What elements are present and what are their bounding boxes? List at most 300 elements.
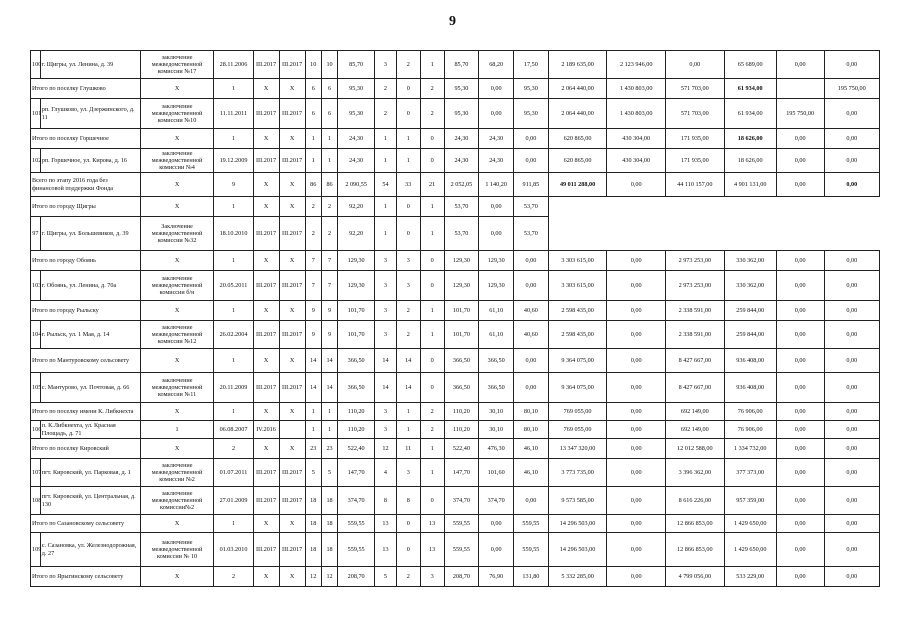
table-cell bbox=[776, 79, 824, 99]
table-cell: 208,70 bbox=[444, 567, 479, 587]
table-cell: 18.10.2010 bbox=[214, 217, 253, 251]
table-cell: 13 bbox=[375, 515, 397, 533]
table-cell: 2 bbox=[420, 403, 444, 421]
table-cell: 2 598 435,00 bbox=[548, 301, 607, 321]
table-cell: 9 bbox=[321, 321, 337, 349]
table-cell: Заключение межведомственной комиссии №32 bbox=[140, 217, 214, 251]
table-cell: 171 935,00 bbox=[666, 129, 725, 149]
table-cell: 129,30 bbox=[444, 251, 479, 271]
table-cell: III.2017 bbox=[279, 459, 305, 487]
table-cell: 10 bbox=[305, 51, 321, 79]
table-cell: 1 bbox=[214, 79, 253, 99]
table-cell: 76 906,00 bbox=[724, 403, 776, 421]
table-cell: 102 bbox=[31, 149, 41, 173]
table-cell: Итого по поселку имени К. Либкнехта bbox=[31, 403, 141, 421]
table-cell: 30,10 bbox=[479, 421, 514, 439]
table-cell: Х bbox=[279, 173, 305, 197]
table-cell: 0,00 bbox=[514, 251, 549, 271]
table-cell: 129,30 bbox=[338, 251, 375, 271]
table-cell: III.2017 bbox=[253, 373, 279, 403]
table-cell: 0,00 bbox=[776, 271, 824, 301]
table-cell: 366,50 bbox=[338, 349, 375, 373]
table-cell: 2 189 635,00 bbox=[548, 51, 607, 79]
table-cell: 0,00 bbox=[607, 349, 666, 373]
table-cell: 2 bbox=[396, 301, 420, 321]
table-cell: 1 bbox=[214, 403, 253, 421]
table-cell: 0,00 bbox=[824, 373, 880, 403]
table-cell: 0,00 bbox=[607, 459, 666, 487]
table-cell: 3 303 615,00 bbox=[548, 271, 607, 301]
table-cell: 1 429 650,00 bbox=[724, 515, 776, 533]
table-cell: 259 844,00 bbox=[724, 321, 776, 349]
table-cell: 13 bbox=[420, 515, 444, 533]
table-cell: заключение межведомственной комиссии №2 bbox=[140, 459, 214, 487]
table-cell: 2 123 946,00 bbox=[607, 51, 666, 79]
table-cell: 0,00 bbox=[824, 567, 880, 587]
table-cell: 0,00 bbox=[776, 301, 824, 321]
table-cell: рп. Глушково, ул. Дзержинского, д. 11 bbox=[40, 99, 140, 129]
table-cell: Итого по поселку Кировский bbox=[31, 439, 141, 459]
resettlement-register-table bbox=[30, 50, 880, 587]
table-cell: 0 bbox=[396, 515, 420, 533]
table-cell: 208,70 bbox=[338, 567, 375, 587]
table-cell: п. К.Либкнехта, ул. Красная Площадь, д. 71 bbox=[40, 421, 140, 439]
table-cell: 3 bbox=[375, 403, 397, 421]
table-cell: 24,30 bbox=[479, 149, 514, 173]
table-cell: 2 973 253,00 bbox=[666, 251, 725, 271]
table-cell: 14 bbox=[305, 373, 321, 403]
table-cell: 430 304,00 bbox=[607, 129, 666, 149]
table-cell: 2 bbox=[321, 197, 337, 217]
table-cell: 0,00 bbox=[607, 321, 666, 349]
table-cell: 571 703,00 bbox=[666, 79, 725, 99]
table-cell: III.2017 bbox=[253, 217, 279, 251]
table-cell: 5 332 285,00 bbox=[548, 567, 607, 587]
table-cell: 0,00 bbox=[776, 515, 824, 533]
table-cell: 330 362,00 bbox=[724, 251, 776, 271]
table-cell: 0,00 bbox=[776, 533, 824, 567]
table-cell: 620 865,00 bbox=[548, 149, 607, 173]
table-cell: 2 bbox=[375, 79, 397, 99]
table-cell: 0,00 bbox=[824, 439, 880, 459]
table-cell: заключение межведомственной комиссии №11 bbox=[140, 373, 214, 403]
table-cell: 0,00 bbox=[776, 321, 824, 349]
table-cell: 0,00 bbox=[776, 439, 824, 459]
table-cell: Х bbox=[140, 515, 214, 533]
table-cell: 0,00 bbox=[607, 251, 666, 271]
table-cell: Х bbox=[253, 79, 279, 99]
table-cell: 76 906,00 bbox=[724, 421, 776, 439]
table-cell: 0,00 bbox=[824, 515, 880, 533]
table-cell: 12 bbox=[305, 567, 321, 587]
table-cell: 4 799 056,00 bbox=[666, 567, 725, 587]
table-cell: 44 110 157,00 bbox=[666, 173, 725, 197]
table-cell: Х bbox=[140, 251, 214, 271]
table-cell: 54 bbox=[375, 173, 397, 197]
table-cell: 2 338 591,00 bbox=[666, 301, 725, 321]
table-cell: 86 bbox=[305, 173, 321, 197]
table-cell: 692 149,00 bbox=[666, 403, 725, 421]
table-cell: 5 bbox=[321, 459, 337, 487]
table-cell: 366,50 bbox=[444, 373, 479, 403]
table-cell: 1 bbox=[214, 251, 253, 271]
table-cell: 2 090,55 bbox=[338, 173, 375, 197]
table-cell: Х bbox=[140, 439, 214, 459]
table-cell: 911,85 bbox=[514, 173, 549, 197]
table-cell: 0,00 bbox=[824, 149, 880, 173]
table-cell: 1 bbox=[321, 149, 337, 173]
table-cell: 27.01.2009 bbox=[214, 487, 253, 515]
table-cell: 101,70 bbox=[338, 301, 375, 321]
table-cell: 0,00 bbox=[607, 373, 666, 403]
table-cell: 2 bbox=[396, 321, 420, 349]
table-row bbox=[31, 197, 880, 217]
table-cell: 1 bbox=[305, 129, 321, 149]
table-cell: 1 bbox=[396, 149, 420, 173]
table-cell: 18 bbox=[321, 533, 337, 567]
table-cell: 2 052,05 bbox=[444, 173, 479, 197]
table-cell: 14 bbox=[375, 349, 397, 373]
table-cell: Х bbox=[279, 515, 305, 533]
table-cell: III.2017 bbox=[253, 271, 279, 301]
table-cell: 0,00 bbox=[514, 487, 549, 515]
table-cell: Итого по поселку Глушково bbox=[31, 79, 141, 99]
table-cell: 769 055,00 bbox=[548, 421, 607, 439]
table-cell: 0 bbox=[420, 129, 444, 149]
table-cell: 13 bbox=[420, 533, 444, 567]
table-cell: 0,00 bbox=[776, 173, 824, 197]
table-cell: 0 bbox=[420, 373, 444, 403]
table-cell: 28.11.2006 bbox=[214, 51, 253, 79]
table-cell: 2 bbox=[305, 217, 321, 251]
table-cell: 0,00 bbox=[776, 487, 824, 515]
table-cell: 129,30 bbox=[479, 251, 514, 271]
table-cell: 129,30 bbox=[444, 271, 479, 301]
table-cell: 377 373,00 bbox=[724, 459, 776, 487]
table-cell: 3 bbox=[420, 567, 444, 587]
table-cell: 1 430 803,00 bbox=[607, 79, 666, 99]
table-cell: 12 bbox=[375, 439, 397, 459]
table-cell: 104 bbox=[31, 321, 41, 349]
table-row bbox=[31, 533, 880, 567]
table-cell: Итого по Сазановскому сельсовету bbox=[31, 515, 141, 533]
table-cell: 95,30 bbox=[514, 99, 549, 129]
table-row bbox=[31, 271, 880, 301]
table-cell: 11.11.2011 bbox=[214, 99, 253, 129]
table-cell: 1 bbox=[214, 515, 253, 533]
table-row bbox=[31, 301, 880, 321]
table-row bbox=[31, 439, 880, 459]
table-cell: III.2017 bbox=[279, 51, 305, 79]
table-cell: Х bbox=[279, 129, 305, 149]
table-cell: 110,20 bbox=[338, 403, 375, 421]
table-cell: 23 bbox=[305, 439, 321, 459]
table-cell: 620 865,00 bbox=[548, 129, 607, 149]
table-cell: 0,00 bbox=[479, 79, 514, 99]
table-row bbox=[31, 173, 880, 197]
table-cell: 0,00 bbox=[776, 349, 824, 373]
table-cell: 330 362,00 bbox=[724, 271, 776, 301]
table-cell: 3 bbox=[375, 51, 397, 79]
table-cell: 0,00 bbox=[607, 421, 666, 439]
table-cell: 6 bbox=[305, 99, 321, 129]
table-cell: 2 bbox=[305, 197, 321, 217]
table-cell: 0,00 bbox=[824, 421, 880, 439]
table-cell: 1 bbox=[375, 129, 397, 149]
table-cell: 0,00 bbox=[824, 99, 880, 129]
table-cell: 522,40 bbox=[338, 439, 375, 459]
table-cell: 1 bbox=[214, 129, 253, 149]
table-cell: 129,30 bbox=[479, 271, 514, 301]
table-cell: Х bbox=[140, 173, 214, 197]
table-cell: 3 bbox=[375, 321, 397, 349]
table-cell: 9 bbox=[305, 321, 321, 349]
table-cell: 14 296 503,00 bbox=[548, 515, 607, 533]
table-cell: 0,00 bbox=[479, 217, 514, 251]
table-cell: 0,00 bbox=[776, 403, 824, 421]
table-cell: 6 bbox=[321, 79, 337, 99]
table-cell: с. Сазановка, ул. Железнодорожная, д. 27 bbox=[40, 533, 140, 567]
table-cell: 13 bbox=[375, 533, 397, 567]
table-cell: III.2017 bbox=[279, 217, 305, 251]
table-cell: 0,00 bbox=[607, 515, 666, 533]
table-cell: 0,00 bbox=[479, 533, 514, 567]
table-cell: 559,55 bbox=[514, 533, 549, 567]
table-cell: заключение межведомственной комиссии №4 bbox=[140, 149, 214, 173]
table-cell: заключение межведомственной комиссии б/н bbox=[140, 271, 214, 301]
table-cell: 53,70 bbox=[514, 197, 549, 217]
table-cell: Х bbox=[253, 173, 279, 197]
table-cell: 61 934,00 bbox=[724, 79, 776, 99]
table-cell: 4 bbox=[375, 459, 397, 487]
table-cell: Х bbox=[279, 403, 305, 421]
table-cell: 61 934,00 bbox=[724, 99, 776, 129]
table-cell: 1 bbox=[214, 349, 253, 373]
table-cell: 101,70 bbox=[444, 321, 479, 349]
table-cell: 0,00 bbox=[824, 129, 880, 149]
table-cell: 85,70 bbox=[444, 51, 479, 79]
table-cell: 0 bbox=[396, 99, 420, 129]
table-cell: 0,00 bbox=[824, 321, 880, 349]
table-cell: Х bbox=[253, 349, 279, 373]
table-cell: 559,55 bbox=[514, 515, 549, 533]
table-cell: 0 bbox=[396, 79, 420, 99]
table-cell: 2 973 253,00 bbox=[666, 271, 725, 301]
table-cell: Х bbox=[140, 349, 214, 373]
table-cell: 522,40 bbox=[444, 439, 479, 459]
table-cell: 559,55 bbox=[338, 533, 375, 567]
table-cell: 0 bbox=[420, 487, 444, 515]
table-cell: 49 011 288,00 bbox=[548, 173, 607, 197]
table-cell: 0,00 bbox=[776, 459, 824, 487]
table-cell: Х bbox=[279, 439, 305, 459]
table-row bbox=[31, 421, 880, 439]
table-cell: Х bbox=[253, 129, 279, 149]
table-cell: 7 bbox=[305, 251, 321, 271]
table-cell: III.2017 bbox=[253, 533, 279, 567]
table-cell: 5 bbox=[305, 459, 321, 487]
table-cell: 7 bbox=[321, 251, 337, 271]
table-cell: 18 bbox=[305, 515, 321, 533]
table-cell bbox=[279, 421, 305, 439]
table-cell: 85,70 bbox=[338, 51, 375, 79]
table-cell: 936 408,00 bbox=[724, 373, 776, 403]
table-cell: 9 573 585,00 bbox=[548, 487, 607, 515]
table-cell: 9 364 075,00 bbox=[548, 349, 607, 373]
table-cell: 40,60 bbox=[514, 321, 549, 349]
table-cell: 2 bbox=[420, 421, 444, 439]
table-cell: 430 304,00 bbox=[607, 149, 666, 173]
table-cell: 0 bbox=[396, 533, 420, 567]
table-cell: III.2017 bbox=[279, 99, 305, 129]
table-cell: 366,50 bbox=[479, 373, 514, 403]
table-cell: Х bbox=[253, 403, 279, 421]
table-cell: заключение межведомственной комиссии №10 bbox=[140, 99, 214, 129]
table-cell: заключение межведомственной комиссии № 10 bbox=[140, 533, 214, 567]
table-cell: 195 750,00 bbox=[776, 99, 824, 129]
table-cell: 0,00 bbox=[824, 349, 880, 373]
table-cell: 0 bbox=[420, 251, 444, 271]
table-cell: 24,30 bbox=[444, 149, 479, 173]
table-cell: 53,70 bbox=[444, 197, 479, 217]
table-cell: 2 bbox=[396, 567, 420, 587]
table-cell: 1 bbox=[420, 217, 444, 251]
table-cell: 559,55 bbox=[444, 533, 479, 567]
table-cell: 2 064 440,00 bbox=[548, 79, 607, 99]
table-cell: III.2017 bbox=[279, 271, 305, 301]
table-cell: 571 703,00 bbox=[666, 99, 725, 129]
table-cell: 101 bbox=[31, 99, 41, 129]
table-cell: 7 bbox=[321, 271, 337, 301]
table-cell: 18 bbox=[321, 487, 337, 515]
table-cell: 0,00 bbox=[479, 197, 514, 217]
table-cell: 20.05.2011 bbox=[214, 271, 253, 301]
table-cell: 0,00 bbox=[824, 487, 880, 515]
table-cell: 0,00 bbox=[607, 533, 666, 567]
table-cell: 24,30 bbox=[444, 129, 479, 149]
table-cell: 53,70 bbox=[514, 217, 549, 251]
table-cell: 3 bbox=[396, 251, 420, 271]
table-cell: Всего по этапу 2016 года без финансовой поддержки Фонда bbox=[31, 173, 141, 197]
table-cell: 366,50 bbox=[479, 349, 514, 373]
table-cell: 1 430 803,00 bbox=[607, 99, 666, 129]
table-cell: 108 bbox=[31, 487, 41, 515]
table-cell: 8 427 667,00 bbox=[666, 349, 725, 373]
table-cell: 107 bbox=[31, 459, 41, 487]
table-cell: 61,10 bbox=[479, 321, 514, 349]
table-cell: 3 bbox=[396, 271, 420, 301]
table-cell: III.2017 bbox=[279, 487, 305, 515]
table-cell: 101,70 bbox=[444, 301, 479, 321]
table-cell: 1 bbox=[305, 403, 321, 421]
table-cell: 14 bbox=[305, 349, 321, 373]
table-cell: 18 bbox=[305, 533, 321, 567]
table-cell: 0,00 bbox=[824, 271, 880, 301]
table-cell: 8 bbox=[375, 487, 397, 515]
table-cell: 0,00 bbox=[776, 129, 824, 149]
table-cell: 1 bbox=[420, 439, 444, 459]
table-cell: 8 427 667,00 bbox=[666, 373, 725, 403]
table-cell: Х bbox=[140, 403, 214, 421]
table-cell: 2 bbox=[420, 79, 444, 99]
table-cell: III.2017 bbox=[279, 533, 305, 567]
table-cell: 9 bbox=[305, 301, 321, 321]
table-cell: 0,00 bbox=[776, 567, 824, 587]
table-cell: 80,10 bbox=[514, 403, 549, 421]
table-cell: 46,10 bbox=[514, 439, 549, 459]
table-cell: 0 bbox=[396, 217, 420, 251]
table-cell: 18 bbox=[305, 487, 321, 515]
table-row bbox=[31, 321, 880, 349]
table-cell: Итого по Мантуровскому сельсовету bbox=[31, 349, 141, 373]
table-cell: заключение межведомственной комиссии №17 bbox=[140, 51, 214, 79]
table-cell: 14 bbox=[321, 349, 337, 373]
table-cell: 129,30 bbox=[338, 271, 375, 301]
table-cell: IV.2016 bbox=[253, 421, 279, 439]
table-cell: 3 bbox=[375, 271, 397, 301]
table-cell: пгт. Кировский, ул. Центральная, д. 130 bbox=[40, 487, 140, 515]
table-row bbox=[31, 403, 880, 421]
table-cell: 68,20 bbox=[479, 51, 514, 79]
table-cell: 95,30 bbox=[338, 79, 375, 99]
table-cell: 0,00 bbox=[607, 567, 666, 587]
table-cell: 692 149,00 bbox=[666, 421, 725, 439]
table-cell: 1 140,20 bbox=[479, 173, 514, 197]
table-cell: с. Мантурово, ул. Почтовая, д. 66 bbox=[40, 373, 140, 403]
table-cell: 0,00 bbox=[607, 439, 666, 459]
table-cell: 12 012 588,00 bbox=[666, 439, 725, 459]
table-cell: 92,20 bbox=[338, 217, 375, 251]
table-cell: 2 598 435,00 bbox=[548, 321, 607, 349]
table-cell: заключение межведомственной комиссии №12 bbox=[140, 321, 214, 349]
table-cell: Х bbox=[253, 439, 279, 459]
table-cell: 1 bbox=[321, 129, 337, 149]
table-cell: 1 bbox=[420, 301, 444, 321]
table-cell: 2 bbox=[214, 439, 253, 459]
table-row bbox=[31, 515, 880, 533]
table-cell: 1 bbox=[396, 421, 420, 439]
table-cell: Итого по Ярыгинскому сельсовету bbox=[31, 567, 141, 587]
table-cell: 769 055,00 bbox=[548, 403, 607, 421]
table-cell: рп. Горшечное, ул. Кирова, д. 16 bbox=[40, 149, 140, 173]
table-cell: 3 773 735,00 bbox=[548, 459, 607, 487]
table-cell: 11 bbox=[396, 439, 420, 459]
table-cell: 0,00 bbox=[514, 271, 549, 301]
table-cell: 0,00 bbox=[824, 301, 880, 321]
table-cell: 21 bbox=[420, 173, 444, 197]
table-cell: 97 bbox=[31, 217, 41, 251]
table-cell: 110,20 bbox=[338, 421, 375, 439]
table-cell: 86 bbox=[321, 173, 337, 197]
table-cell: 9 bbox=[321, 301, 337, 321]
table-cell: Х bbox=[140, 79, 214, 99]
table-cell: 559,55 bbox=[338, 515, 375, 533]
table-cell: 14 bbox=[375, 373, 397, 403]
table-cell: заключение межведомственной комиссии№2 bbox=[140, 487, 214, 515]
table-cell: 0,00 bbox=[776, 51, 824, 79]
table-cell: 17,50 bbox=[514, 51, 549, 79]
table-cell: 0 bbox=[420, 271, 444, 301]
table-row bbox=[31, 251, 880, 271]
table-cell: 53,70 bbox=[444, 217, 479, 251]
table-cell: 0,00 bbox=[824, 403, 880, 421]
table-cell: 0,00 bbox=[776, 373, 824, 403]
table-cell: III.2017 bbox=[253, 51, 279, 79]
table-cell: 95,30 bbox=[444, 79, 479, 99]
table-cell: 13 347 320,00 bbox=[548, 439, 607, 459]
table-cell: 4 901 131,00 bbox=[724, 173, 776, 197]
table-cell: 195 750,00 bbox=[824, 79, 880, 99]
